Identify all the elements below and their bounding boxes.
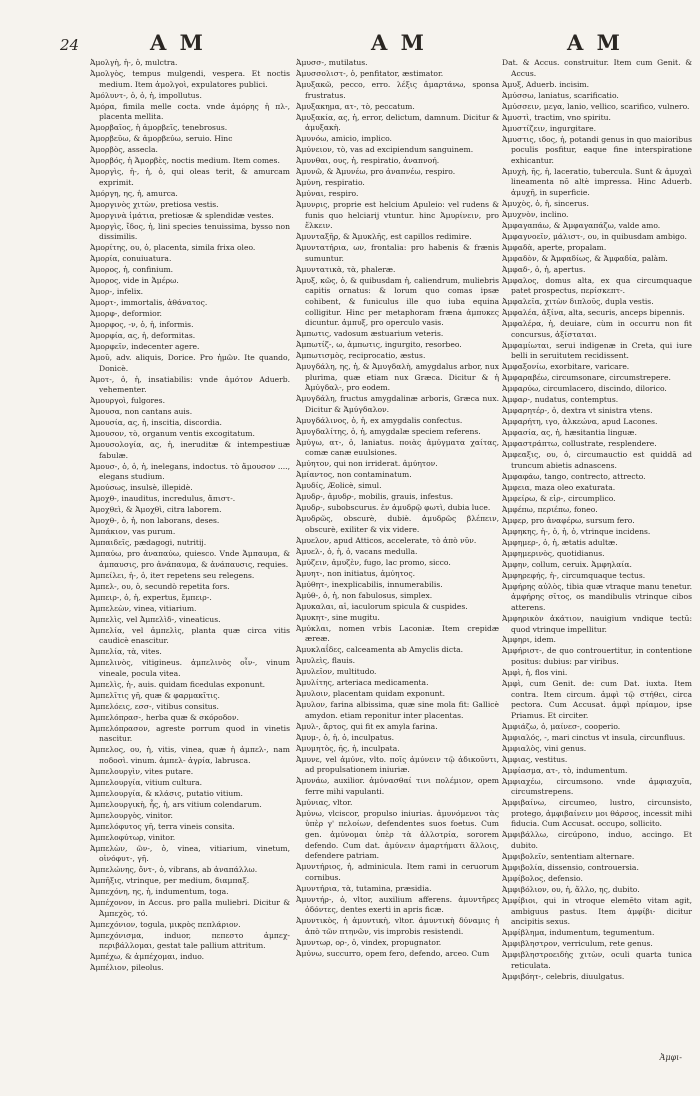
dictionary-entry: Ἀμπελουργία, & κλάσις, putatio vitium. (90, 788, 243, 798)
dictionary-entry: Ἀμουσ-, ὁ, ὁ, ἡ, inelegans, indoctus. τὸ ἄμουσον ...., elegans studium. (90, 461, 290, 482)
dictionary-entry: Ἀμορ-, infelix. (90, 287, 144, 297)
dictionary-entry: Ἀμπελουργὶν, vites putare. (90, 766, 194, 776)
dictionary-entry: Ἀμπελ-, ου, ὁ, secundò repetita fors. (90, 581, 230, 591)
dictionary-entry: Ἀμφέπω, περιέπω, foneo. (502, 504, 598, 514)
dictionary-entry: Ἀμφαξονίω, exorbitare, varicare. (502, 362, 630, 372)
running-head-center: A M (371, 30, 427, 55)
dictionary-entry: Ἀμπαύω, pro ἀναπαύω, quiesco. Vnde Ἀμπαυμα, & ἀμπαυσις, pro ἀνάπαυμα, & ἀνάπαυσις, requies. (90, 549, 290, 569)
dictionary-entry: Ἀμφηρικὸν ἀκάτιον, nauigium vndique tectū: quod vtrinque impellitur. (502, 613, 692, 634)
dictionary-entry: Ἀμφήριστ-, de quo controuertitur, in contentione positus: dubius: par viribus. (502, 646, 692, 667)
dictionary-entry: Ἀμφιβαίνω, circumeo, lustro, circunsisto, protego, ἀμφιβαίνειν μοι θάρσος, incessit mihi fiducia. Cum Accusat. occupo, sollicito. (502, 798, 692, 829)
dictionary-entry: Ἀμυλ-, ἄρτος, qui fit ex amyla farina. (296, 721, 438, 731)
dictionary-entry: Ἀμυγδάλινος, ὁ, ἡ, ex amygdalis confectus. (296, 415, 463, 425)
dictionary-entry: Ἀμφαρήτη, ιγο, ἀλκεώνα, apud Lacones. (502, 417, 658, 427)
dictionary-entry: Ἀμοργὶς, ἴδος, ἡ, lini species tenuissima, bysso non dissimilis. (90, 221, 290, 242)
dictionary-entry: Ἀμόλυντ-, ὁ, ὁ, ἡ, impollutus. (90, 90, 202, 100)
dictionary-entry: Ἀμυητ-, non initiatus, ἀμύητος. (296, 568, 416, 578)
dictionary-entry: Ἀμπελία, vel ἀμπελὶς, planta quæ circa vitis caudicè enascitur. (90, 625, 290, 646)
dictionary-entry: Ἀμουσον, τὸ, organum ventis excogitatum. (90, 429, 255, 439)
dictionary-entry: Ἀμφαδ-, ὁ, ἡ, apertus. (502, 264, 586, 274)
dictionary-entry: Ἀμφην, collum, ceruix. Ἀμφηλαία. (502, 559, 632, 569)
dictionary-entry: Ἀμυκλαΐδες, calceamenta ab Amyclis dicta. (296, 645, 464, 655)
dictionary-entry: Ἀμυλον, farina albissima, quæ sine mola fit: Gallicè amydon. etiam reponitur inter placentas. (296, 700, 499, 720)
dictionary-entry: Ἀμπέλιον, pileolus. (90, 963, 164, 973)
dictionary-entry: Ἀμφαρητέρ-, ὁ, dextra vt sinistra vtens. (502, 406, 653, 416)
dictionary-entry: Ἀμφαδὰ, aperte, propalam. (502, 242, 607, 252)
dictionary-entry: Ἀμπέχονον, in Accus. pro palla muliebri. Dicitur & Ἀμπεχὸς, τό. (90, 898, 290, 918)
dictionary-entry: Ἀμφιβολεῖν, sententiam alternare. (502, 852, 635, 862)
dictionary-entry: Ἀμυνθαι, ους, ἡ, respiratio, ἀναπνοή. (296, 156, 440, 166)
dictionary-entry: Ἀμφίβιοι, qui in vtroque elemēto vitam agit, ambiguus pastus. Item ἀμφίβι- dicitur ancipitis sexus. (502, 895, 692, 927)
dictionary-entry: Ἀμφαλέα, ἀξίνα, alta, securis, anceps bipennis. (502, 308, 685, 318)
dictionary-entry: Ἀμυδρ-, subobscurus. ἐν ἀμυδρῷ φωτὶ, dubia luce. (296, 503, 491, 513)
dictionary-entry: Ἀμυξ, κῶς, ὁ, & quibusdam ἡ, caliendrum, muliebris capitis ornatus: & lorum quo comas ipsæ cohibent, & funiculus ille quo iuba equina colligitur. Hinc per metaphoram fræna ἀμπυκες dicuntur. ἀμπυξ, pro operculo vasis. (296, 275, 499, 328)
dictionary-entry: Ἀμφημερινὸς, quotidianus. (502, 548, 605, 558)
dictionary-entry: Ἀμορβεῦω, & ἀμορβεύω, seruio. Hinc (90, 134, 233, 144)
dictionary-entry: Ἀμφαγνοεῖν, μάλιστ-, ου, in quibusdam ambigo. (502, 231, 687, 241)
dictionary-entry: Ἀμυγδαλίτης, ὁ, ἡ, amygdalæ speciem referens. (296, 426, 481, 436)
dictionary-entry: Ἀμπελουργὸς, vinitor. (90, 810, 173, 820)
dictionary-entry: Ἀμυλεῖον, multitudo. (296, 667, 377, 677)
dictionary-entry: Ἀμφηρι, idem. (502, 635, 556, 645)
dictionary-entry: Ἀμυξακῶ, pecco, erro. λέξις ἀμαρτάνω, sponsa frustratus. (296, 79, 499, 100)
dictionary-entry: Ἀμφιβόλιον, ου, ἡ, ἄλλο, ης, dubito. (502, 885, 640, 894)
column-right (502, 58, 692, 1056)
dictionary-entry: Ἀμορβὸς, assecla. (90, 145, 158, 155)
dictionary-entry: Ἀμυλοιν, placentam quidam exponunt. (296, 689, 446, 699)
dictionary-entry: Ἀμύγω, ατ-, ὁ, laniatus. ποιὰς ἀμύγματα χαίτας, comæ canæ euulsiones. (296, 437, 499, 458)
dictionary-entry: Ἀμφὶ, ἡ, flos vini. (502, 668, 568, 678)
dictionary-entry: Ἀμυξακημα, ατ-, τὸ, peccatum. (296, 101, 415, 111)
dictionary-entry: Ἀμπελεὼν, vinea, vitiarium. (90, 603, 197, 613)
dictionary-entry: Ἀμφαλεῖα, χιτὼν διπλοῦς, dupla vestis. (502, 297, 654, 307)
running-head-left: A M (150, 30, 206, 55)
dictionary-entry: Ἀμυχνὸν, inclino. (502, 209, 569, 219)
dictionary-entry: Ἀμπελία, τὰ, vites. (90, 647, 162, 657)
dictionary-entry: Ἀμύνιας, vltor. (296, 797, 353, 807)
dictionary-entry: Ἀμπελόεις, εσσ-, vitibus consitus. (90, 701, 219, 711)
dictionary-entry: Ἀμορος, vide in Ἀμέρω. (90, 276, 179, 286)
dictionary-entry: Ἀμφαφάω, tango, contrecto, attrecto. (502, 471, 646, 481)
dictionary-entry: Ἀμυξ, Aduerb. incisim. (502, 79, 590, 89)
dictionary-entry: Ἀμορφεῖν, indecenter agere. (90, 342, 200, 352)
dictionary-entry: Ἀμύζειν, ἀμυζὲν, fugo, lac promo, sicco. (296, 557, 451, 567)
dictionary-entry: Ἀμοχθ-, ὁ, ἡ, non laborans, deses. (90, 516, 220, 526)
catchword: Ἀμφι- (659, 1053, 682, 1062)
dictionary-entry: Ἀμφήρης αὐλὸς, tibia quæ vtraque manu tenetur. ἀμφήρης σῖτος, os mandibulis vtrinque cibos atterens. (502, 581, 692, 612)
dictionary-entry: Ἀμυνταξῆρ, & Ἀμυκλῆς, est capillos redimire. (296, 232, 472, 242)
dictionary-entry: Ἀμφιβολία, dissensio, controuersia. (502, 863, 639, 873)
dictionary-entry: Ἀμυνε, vel ἀμύνε, vlto. ποῖς ἀμύνειν τῷ ἀδικοῦντι, ad propulsationem iniuriæ. (296, 754, 499, 775)
dictionary-entry: Ἀμουσία, ας, ἡ, inscitia, discordia. (90, 418, 222, 428)
dictionary-entry: Ἀμυνῶ, & Ἀμυνέω, pro ἀναπνέω, respiro. (296, 167, 456, 177)
column-middle (296, 58, 499, 1056)
dictionary-entry: Ἀμυδρῶς, obscurè, dubiè. ἀμυδρῶς βλέπειν, obscurè, exiliter & vix videre. (296, 514, 499, 534)
dictionary-entry: Ἀμφείρω, & εἱρ-, circumplico. (502, 493, 616, 503)
dictionary-entry: Ἀμυστις, ιδος, ἡ, potandi genus in quo maioribus poculis posfitur, eaque fine interspiratione exhicantur. (502, 134, 692, 165)
running-head-right: A M (567, 30, 623, 55)
dictionary-entry: Ἀμυελον, apud Atticos, accelerate, τὸ ἀπὸ νῦν. (296, 535, 477, 545)
dictionary-entry: Ἀμυλίτης, arteriaca medicamenta. (296, 678, 429, 688)
dictionary-entry: Ἀμοῦ, adv. aliquis, Dorice. Pro ἡμῶν. Ite quando, Donicè. (90, 353, 290, 373)
dictionary-entry: Ἀμπελῖτις γῆ, quæ & φαρμακῖτις. (90, 690, 220, 700)
dictionary-entry: Ἀμύθητ-, inexplicabilis, innumerabilis. (296, 579, 443, 589)
dictionary-entry: Ἀμυντατικὰ, τὰ, phaleræ. (296, 264, 396, 274)
dictionary-entry: Ἀμπελόφυτος γῆ, terra vineis consita. (90, 821, 235, 831)
dictionary-entry: Ἀμοχθεὶ, & Ἀμοχθὶ, citra laborem. (90, 505, 222, 515)
dictionary-entry: Ἀμπειρ-, ὁ, ἡ, expertus, ἔμπειρ-. (90, 592, 212, 602)
dictionary-entry: Ἀμφιαλός, -, mari cinctus vt insula, circunfluus. (502, 732, 686, 742)
dictionary-entry: Ἀμορφία, ας, ἡ, deformitas. (90, 331, 196, 341)
dictionary-entry: Ἀμφαγαπάω, & Ἀμφαγαπάζω, valde amo. (502, 220, 661, 230)
dictionary-entry: Ἀμυντατήρια, ων, frontalia: pro habenis & frænis sumuntur. (296, 243, 499, 263)
dictionary-entry: Ἀμύνειον, τὸ, vas ad excipiendum sanguinem. (296, 145, 474, 155)
dictionary-entry: Ἀμπάκιον, vas purum. (90, 527, 176, 537)
dictionary-entry: Ἀμπελινὸς, vitigineus. ἀμπελινὸς οἶν-, vinum vineale, pocula vitea. (90, 658, 290, 678)
dictionary-entry: Ἀμορφος, -ν, ὁ, ἡ, informis. (90, 320, 194, 330)
dictionary-entry: Ἀμυγδάλη, fructus amygdalinæ arboris, Græca nux. Dicitur & Ἀμύγδαλον. (296, 394, 499, 414)
dictionary-entry: Ἀμυδρ-, ἀμυδρ-, mobilis, grauis, infestus. (296, 492, 454, 502)
dictionary-entry: Ἀμόργη, ης, ἡ, amurca. (90, 188, 178, 198)
dictionary-entry: Ἀμφεια, maza oleo exaturata. (502, 482, 616, 492)
dictionary-entry: Ἀμύκλαι, nomen vrbis Laconiæ. Item crepidæ æreæ. (296, 623, 499, 644)
dictionary-entry: Ἀμφαδὸν, & Ἀμφαδίως, & Ἀμφαδία, palàm. (502, 253, 668, 263)
dictionary-entry: Ἀμυκαλαι, αἱ, iaculorum spicula & cuspides. (296, 601, 468, 611)
dictionary-entry: Ἀμύναι, respiro. (296, 189, 359, 199)
dictionary-entry: Ἀμούσως, insulsè, illepidè. (90, 483, 193, 493)
dictionary-entry: Ἀμυντωρ, ορ-, ὁ, vindex, propugnator. (296, 937, 442, 947)
dictionary-entry: Ἀμυχὸς, ὁ, ἡ, sincerus. (502, 198, 589, 208)
dictionary-entry: Ἀμφαλέρα, ἡ, deuiare, cùm in occurru non fit concursus, ἀξίσταται. (502, 319, 692, 339)
dictionary-entry: Ἀμυστὶ, tractim, vno spiritu. (502, 112, 611, 122)
dictionary-entry: Ἀμφιαχέω, circumsono. vnde ἀμφιαχυῖα, circumstrepens. (502, 776, 692, 797)
dictionary-entry: Ἀμφερ, pro ἀναφέρω, sursum fero. (502, 515, 635, 525)
dictionary-entry: Ἀμολγὸς, tempus mulgendi, vespera. Et noctis medium. Item ἀμολγοὶ, expulatores publici. (90, 68, 290, 89)
dictionary-entry: Ἀμπεχόνη, ης, ἡ, indumentum, toga. (90, 887, 229, 897)
dictionary-entry: Ἀμφηρεφής, ἡ-, circumquaque tectus. (502, 570, 646, 580)
dictionary-entry: Ἀμπῆξις, vtrinque, per medium, διαμπαξ. (90, 876, 250, 886)
dictionary-entry: Ἀμυλεὶς, flauis. (296, 656, 356, 666)
dictionary-entry: Ἀμφηκης, ἡ-, ὁ, ἡ, ὁ, vtrinque incidens. (502, 526, 651, 536)
dictionary-entry: Ἀμφιας, vestitus. (502, 754, 568, 764)
dictionary-entry: Ἀμουργοὶ, fulgores. (90, 396, 165, 406)
dictionary-entry: Ἀμυξακία, ας, ἡ, error, delictum, damnum. Dicitur & ἀμυξακὴ. (296, 112, 499, 133)
dictionary-entry: Ἀμπωτις, vadosum æstuarium veteris. (296, 329, 444, 339)
dictionary-entry: Ἀμφαστράπτω, collustrate, resplendere. (502, 439, 657, 449)
dictionary-entry: Ἀμορφ-, deformior. (90, 309, 162, 319)
dictionary-entry: Ἀμυστίζειν, ingurgitare. (502, 123, 596, 133)
dictionary-entry: Ἀμφαρύω, circumlacero, discindo, dilorico. (502, 384, 667, 394)
dictionary-entry: Ἀμορβός, ἡ Ἀμορβὲς, noctis medium. Item comes. (90, 156, 280, 166)
dictionary-entry: Ἀμφιβάλλω, circúpono, induo, accingo. Et dubito. (502, 830, 692, 851)
dictionary-entry: Ἀμυντήριος, ἡ, adminicula. Item rami in ceruorum cornibus. (296, 862, 499, 882)
dictionary-entry: Ἀμπελουργικὴ, ἧς, ἡ, ars vitium colendarum. (90, 799, 262, 809)
dictionary-entry: Ἀμπεχόνιον, togula, μικρὸς πεπλάριον. (90, 919, 241, 929)
dictionary-entry: Ἀμυνόω, amicio, implico. (296, 134, 392, 144)
dictionary-entry: Ἀμορβαῖος, ἡ ἀμορβεῖς, tenebrosus. (90, 123, 228, 133)
dictionary-entry: Ἀμόρα, fimila melle cocta. vnde ἀμόρης ἡ πλ-, placenta mellita. (90, 101, 290, 122)
dictionary-entry: Ἀμφιβόητ-, celebris, diuulgatus. (502, 971, 625, 981)
dictionary-entry: Ἀμυντήρ-, ὁ, vltor, auxilium afferens. ἀμυντῆρες ὀδόντες, dentes exerti in apris ficæ. (296, 894, 499, 915)
dictionary-entry: Ἀμφιάζω, ὁ, μαίνεσ-, cooperio. (502, 721, 621, 731)
dictionary-entry: Ἀμυχὴ, ῆς, ἡ, laceratio, tubercula. Sunt & ἀμυχαὶ lineamenta nō altè impressa. Hinc Aduerb. ἀμυχῆ, in superficie. (502, 166, 692, 197)
dictionary-entry: Ἀμουσα, non cantans auis. (90, 407, 193, 417)
dictionary-entry: Ἀμορία, conuiuatura. (90, 254, 172, 264)
dictionary-entry: Ἀμύνω, vlciscor, propulso iniurias. ἀμυνόμενοι τὰς ὑπὲρ γ' πελοίων, defendentes suos foetus. Cum gen. ἀμύνομαι ὑπὲρ τὰ ἀλλοτρία, sororem defendo. Cum dat. ἀμύνειν ἁμαρτήματι ἄλλοις, defendere patriam. (296, 808, 499, 861)
dictionary-entry: Ἀμορτ-, immortalis, ἀθάνατος. (90, 298, 208, 308)
dictionary-entry: Ἀμφημερ-, ὁ, ἡ, ætatis adultæ. (502, 537, 618, 547)
dictionary-entry: Ἀμοτ-, ὁ, ἡ, insatiabilis: vnde ἀμότον Aduerb. vehementer. (90, 374, 290, 395)
dictionary-entry: Ἀμφιβληστροειδὴς χιτὼν, oculi quarta tunica reticulata. (502, 950, 692, 970)
dictionary-entry: Ἀμυγδάλη, ης, ἡ, & Ἀμυγδαλὴ, amygdalus arbor, nux plurima, quæ etiam nux Græca. Dicitur & ἡ Ἀμύγδαλ-, pro eodem. (296, 362, 499, 393)
dictionary-entry: Ἀμπεχόνισμα, induor, πεπεστο ἀμπεχ- περιβάλλομαι, gestat tale pallium attritum. (90, 930, 290, 951)
dictionary-entry: Ἀμπελὼν, ῶν-, ὁ, vinea, vitiarium, vinetum, οἰνόφυτ-, γῆ. (90, 843, 290, 864)
dictionary-entry: Ἀμυντήρια, τὰ, tutamina, præsidia. (296, 883, 432, 893)
dictionary-entry: Ἀμυνρις, proprie est helcium Apuleio: vel rudens & funis quo helciarij vtuntur. hinc Ἀμυρίνειν, pro ἕλκειν. (296, 200, 499, 231)
dictionary-entry: Ἀμπελὶς, vel Ἀμπελὶδ-, vineaticus. (90, 614, 221, 624)
dictionary-entry: Ἀμφιαλὸς, vini genus. (502, 743, 587, 753)
page-number: 24 (60, 36, 80, 54)
dictionary-entry: Ἀμφαρ-, nudatus, contemptus. (502, 395, 619, 405)
dictionary-entry: Ἀμπελος, ου, ἡ, vitis, vinea, quæ ἡ ἀμπελ-, nam ποδοσὶ. vinum. ἀμπελ- ἀγρία, labrusca. (90, 745, 290, 765)
dictionary-entry: Ἀμύσσω, laniatus, scarificatio. (502, 90, 619, 100)
dictionary-entry: Ἀμορος, ἡ, confinium. (90, 265, 174, 275)
dictionary-entry: Ἀμφὶ, cum Genit. de: cum Dat. iuxta. Item contra. Item circum. ἀμφὶ τῷ στήθει, circa pectora. Cum Accusat. ἀμφὶ πρίαμον, ipse Priamus. Et circiter. (502, 679, 692, 720)
dictionary-entry: Ἀμπελώνης, ὄντ-, ὁ, vibrans, ab ἀναπάλλω. (90, 865, 258, 875)
dictionary-entry: Ἀμυελ-, ὁ, ἡ, ὁ, vacans medulla. (296, 546, 418, 556)
dictionary-entry: Ἀμολγὴ, ἡ-, ὁ, mulctra. (90, 58, 178, 67)
dictionary-entry: Ἀμοργινὰ ἱμάτια, pretiosæ & splendidæ vestes. (90, 210, 274, 220)
dictionary-entry: Ἀμπέχω, & ἀμπέχομαι, induo. (90, 952, 205, 962)
dictionary-entry: Ἀμπωτισμὸς, reciprocatio, æstus. (296, 351, 426, 361)
dictionary-entry: Ἀμύθ-, ὁ, ἡ, non fabulosus, simplex. (296, 590, 433, 600)
dictionary-entry: Ἀμυντικὸς, ἡ ἀμυντικὴ, vltor. ἀμυντικὴ δύναμις ἡ ἀπὸ τῶν πτηνῶν, vis improbis resistendi. (296, 916, 499, 936)
dictionary-entry: Ἀμύσσειν, μεγα, lanio, vellico, scarifico, vulnero. (502, 101, 690, 111)
dictionary-entry: Ἀμίαντος, non contaminatum. (296, 470, 412, 480)
dictionary-entry: Ἀμυμητὸς, ῆς, ἡ, inculpata. (296, 743, 400, 753)
dictionary-entry: Ἀμφίασμα, ατ-, τὸ, indumentum. (502, 765, 628, 775)
dictionary-entry: Ἀμφαλος, domus alta, ex qua circumquaque patet prospectus, περίσκεπτ-. (502, 275, 692, 296)
dictionary-entry: Ἀμφαραβέω, circumsonare, circumstrepere. (502, 373, 671, 383)
dictionary-entry: Ἀμοργινὸς χιτὼν, pretiosa vestis. (90, 199, 219, 209)
dictionary-entry: Ἀμύητον, qui non irriderat. ἀμύητον. (296, 459, 438, 469)
dictionary-entry: Ἀμυσσ-, mutilatus. (296, 58, 368, 67)
dictionary-entry: Ἀμπελουργία, vitium cultura. (90, 777, 203, 787)
dictionary-entry: Ἀμυμ-, ὁ, ἡ, ὁ, inculpatus. (296, 732, 395, 742)
dictionary-entry: Ἀμοργὶς, ἡ-, ἡ, ὁ, qui oleas terit, & amurcam exprimit. (90, 167, 290, 187)
column-left (90, 58, 290, 1056)
dictionary-entry: Ἀμύνη, respiratio. (296, 178, 365, 188)
dictionary-entry: Ἀμυκητ-, sine mugitu. (296, 612, 380, 622)
dictionary-entry: Ἀμφίβλημα, indumentum, tegumentum. (502, 928, 655, 938)
dictionary-entry: Ἀμπελοφύτωρ, vinitor. (90, 832, 176, 842)
dictionary-entry: Ἀμορίτης, ου, ὁ, placenta, simila frixa oleo. (90, 243, 256, 253)
dictionary-entry: Ἀμφίβολος, defensio. (502, 874, 583, 884)
dictionary-entry: Ἀμπελόπρασον, agreste porrum quod in vinetis nascitur. (90, 723, 290, 744)
dictionary-entry: Ἀμυδίς, Æolicè, simul. (296, 481, 382, 491)
dictionary-entry: Ἀμπελὶς, ἡ-, auis. quidam ficedulas exponunt. (90, 679, 266, 689)
dictionary-entry: Ἀμουσολογία, ας, ἡ, ineruditæ & intempestiuæ fabulæ. (90, 440, 290, 460)
dictionary-entry: Ἀμπείλει, ἡ-, ὁ, iteτ repetens seu relegens. (90, 570, 255, 580)
dictionary-entry: Ἀμφιβληστρον, verriculum, rete genus. (502, 939, 653, 949)
dictionary-entry: Ἀμπαιδεῖς, pædagogi, nutritij. (90, 538, 207, 548)
dictionary-entry: Ἀμφεαξις, ου, ὁ, circumauctio est quiddā ad truncum abietis adnascens. (502, 450, 692, 470)
dictionary-entry: Ἀμοχθ-, inauditus, incredulus, ἄπιστ-. (90, 494, 236, 504)
dictionary-entry: Ἀμύνω, succurro, opem fero, defendo, arceo. Cum (296, 948, 490, 958)
dictionary-entry: Ἀμπελόπρασ-, herba quæ & σκόροδον. (90, 712, 239, 722)
dictionary-entry: Ἀμυσσολιστ-, ὁ, penfitator, æstimator. (296, 68, 444, 78)
dictionary-entry: Dat. & Accus. construitur. Item cum Genit. & Accus. (502, 58, 692, 78)
dictionary-entry: Ἀμπωτίζ-, ω, ἀμπωτις, ingurgito, resorbeo. (296, 340, 462, 350)
dictionary-entry: Ἀμυνάω, auxilior. ἀμύνασθαί τινι πολέμιον, opem ferre mihi vapulanti. (296, 776, 499, 796)
dictionary-entry: Ἀμφαμίωται, serui indigenæ in Creta, qui iure belli in seruitutem recidissent. (502, 340, 692, 361)
dictionary-entry: Ἀμφασία, ας, ἡ, hæsitantia linguæ. (502, 428, 637, 438)
